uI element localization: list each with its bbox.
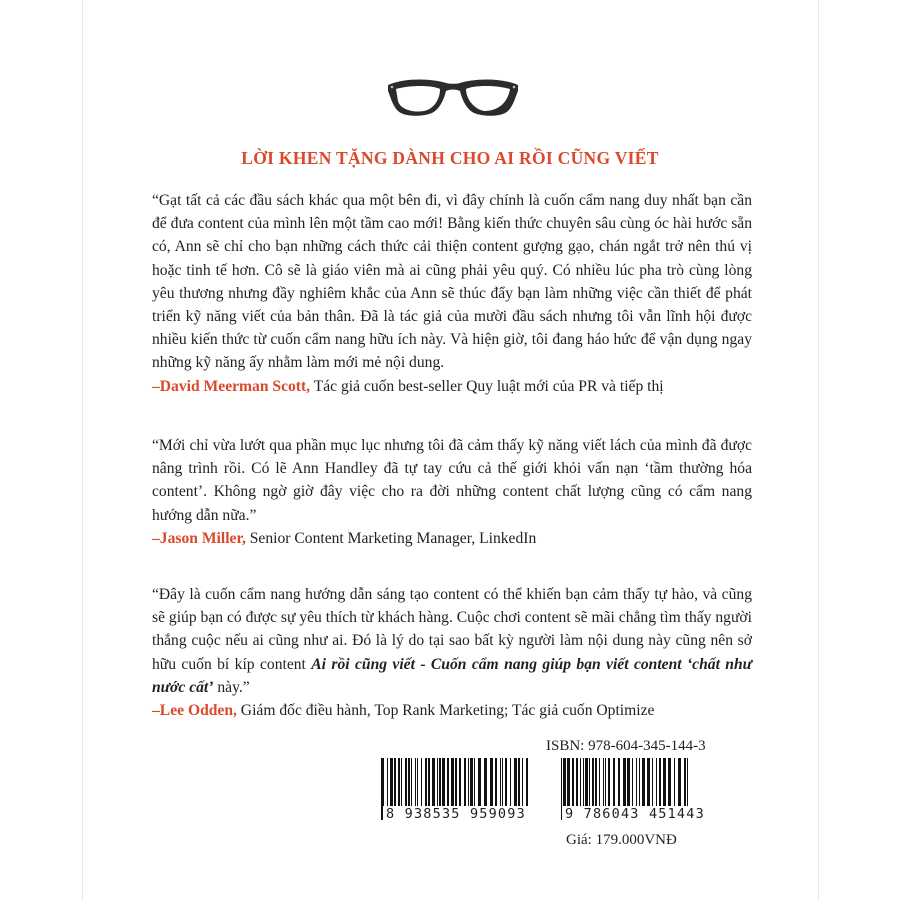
quote-author: –David Meerman Scott, — [152, 377, 311, 395]
quote-author: –Jason Miller, — [152, 529, 246, 547]
quote-text: “Mới chỉ vừa lướt qua phần mục lục nhưng tôi đã cảm thấy kỹ năng viết lách của mình đã được nâng trình rồi. Có lẽ Ann Handley đã tự tay cứu cả thế giới khỏi vấn nạn ‘tầm thường hóa content’. Không ngờ giờ đây việc cho ra đời những content chất lượng cũng có cẩm nang hướng dẫn nữa.” — [152, 437, 752, 524]
isbn-label: ISBN: 978-604-345-144-3 — [546, 738, 706, 754]
quote-attribution — [152, 527, 752, 550]
quote-text: “Gạt tất cả các đầu sách khác qua một bên đi, vì đây chính là cuốn cẩm nang duy nhất bạn cần để đưa content của mình lên một tầm cao mới! Bằng kiến thức chuyên sâu cùng óc hài hước sẵn có, Ann sẽ chỉ cho bạn những cách thức cải thiện content gượng gạo, chán ngắt trở nên thú vị hoặc tinh tế hơn. Cô sẽ là giáo viên mà ai cũng phải yêu quý. Có nhiều lúc pha trò cùng lòng yêu thương nhưng đầy nghiêm khắc của Ann sẽ thúc đẩy bạn làm những việc cần thiết để phát triển kỹ năng viết của bản thân. Đã là tác giả của mười đầu sách nhưng tôi vẫn lĩnh hội được nhiều kiến thức từ cuốn cẩm nang hữu ích này. Và hiện giờ, tôi đang háo hức để vận dụng ngay những kỹ năng ấy nhằm làm mới mẻ nội dung. — [152, 192, 752, 372]
price-label: Giá: 179.000VNĐ — [566, 832, 677, 848]
quote-text-before: “Đây là cuốn cẩm nang hướng dẫn sáng tạo content có thể khiến bạn cảm thấy tự hào, và cũng sẽ giúp bạn có được sự yêu thích từ khách hàng. Cuộc chơi content sẽ mãi chẳng tìm thấy người thắng cuộc nếu ai cũng như ai. Đó là lý do tại sao bất kỳ người làm nội dung này cũng nên sở hữu cuốn bí kíp content — [152, 586, 752, 673]
quote-attribution — [152, 375, 752, 398]
quote-block — [152, 434, 752, 550]
quote-block — [152, 583, 752, 722]
quote-author: –Lee Odden, — [152, 702, 237, 720]
quote-author-role: Tác giả cuốn best-seller Quy luật mới của PR và tiếp thị — [310, 377, 664, 395]
quote-text — [152, 583, 752, 699]
barcode-publisher-number: 8 938535 959093 — [383, 806, 529, 822]
book-title: Ai rồi cũng viết - Cuốn cẩm nang giúp bạn viết content ‘chất như nước cất’ — [152, 655, 752, 696]
barcode-isbn-number: 9 786043 451443 — [562, 806, 708, 822]
quote-attribution — [152, 699, 752, 722]
quote-author-role: Senior Content Marketing Manager, LinkedIn — [245, 529, 537, 547]
quote-text-after: này.” — [213, 678, 250, 696]
praise-heading: LỜI KHEN TẶNG DÀNH CHO AI RỒI CŨNG VIẾT — [241, 148, 659, 168]
quote-author-role: Giám đốc điều hành, Top Rank Marketing; Tác giả cuốn Optimize — [236, 702, 655, 720]
glasses-icon — [386, 75, 520, 119]
quote-block — [152, 189, 752, 398]
